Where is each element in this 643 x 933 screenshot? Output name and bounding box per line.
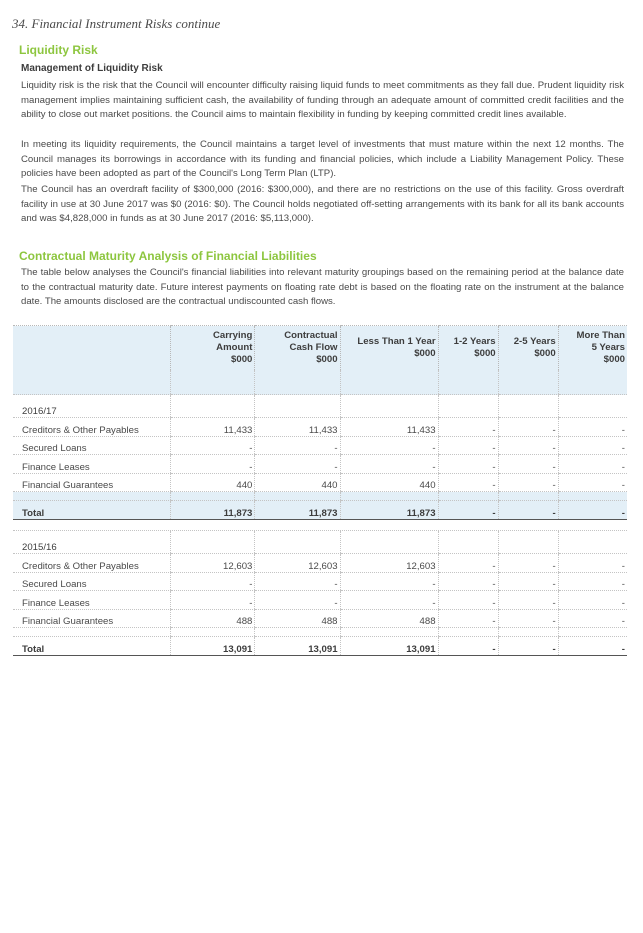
section-title: 34. Financial Instrument Risks continue [12, 16, 221, 31]
liquidity-paragraph-2: In meeting its liquidity requirements, the Council maintains a target level of investments that must mature within the next 12 months. The Council manages its borrowings in accordance with its funding and financial policies, which include a Liability Management Policy. These policies have been adopted as part of the Council's Long Term Plan (LTP). [21, 139, 624, 180]
year-label: 2016/17 [13, 395, 170, 418]
maturity-table [13, 325, 627, 656]
table-row: Creditors & Other Payables 11,433 11,433 11,433 - - - [13, 418, 627, 437]
table-row: Financial Guarantees 440 440 440 - - - [13, 473, 627, 492]
year-label: 2015/16 [13, 531, 170, 554]
table-row: Finance Leases - - - - - - [13, 455, 627, 474]
liquidity-paragraph-3: The Council has an overdraft facility of $300,000 (2016: $300,000), and there are no restrictions on the use of this facility. Gross overdraft facility in use at 30 June 2017 was $0 (2016: $0). The Council holds negotiated off-setting arrangements with its bank for all its bank accounts and was $4,828,000 in funds as at 30 June 2017 (2016: $5,113,000). [21, 184, 624, 225]
maturity-analysis-heading: Contractual Maturity Analysis of Financial Liabilities [19, 249, 317, 263]
header-carrying-amount: Carrying Amount $000 [170, 326, 255, 371]
table-gap-row [13, 520, 627, 531]
year-row-2017 [13, 395, 627, 418]
total-row-2017: Total 11,873 11,873 11,873 - - - [13, 501, 627, 520]
table-spacer-row [13, 370, 627, 395]
header-contractual-cash-flow: Contractual Cash Flow $000 [255, 326, 340, 371]
table-spacer-row [13, 628, 627, 637]
header-2-5-years: 2-5 Years $000 [498, 326, 558, 371]
header-1-2-years: 1-2 Years $000 [438, 326, 498, 371]
maturity-paragraph: The table below analyses the Council's financial liabilities into relevant maturity groupings based on the remaining period at the balance date to the contractual maturity date. Future interest payments on floating rate debt is based on the floating rate on the instrument at the balance date. The amounts disclosed are the contractual undiscounted cash flows. [21, 267, 624, 308]
management-liquidity-subheading: Management of Liquidity Risk [21, 63, 163, 74]
header-less-than-1-year: Less Than 1 Year $000 [340, 326, 438, 371]
liquidity-risk-heading: Liquidity Risk [19, 43, 98, 57]
year-row-2016 [13, 531, 627, 554]
table-row: Secured Loans - - - - - - [13, 436, 627, 455]
table-spacer-row [13, 492, 627, 501]
table-row: Creditors & Other Payables 12,603 12,603 12,603 - - - [13, 554, 627, 573]
table-row: Secured Loans - - - - - - [13, 572, 627, 591]
table-row: Finance Leases - - - - - - [13, 591, 627, 610]
table-header-row [13, 326, 627, 371]
total-row-2016: Total 13,091 13,091 13,091 - - - [13, 637, 627, 656]
liquidity-paragraph-1: Liquidity risk is the risk that the Council will encounter difficulty raising liquid funds to meet commitments as they fall due. Prudent liquidity risk management implies maintaining sufficient cash, the availability of funding through an adequate amount of committed credit facilities and the ability to close out market positions. the Council aims to maintain flexibility in funding by keeping committed credit lines available. [21, 80, 624, 121]
header-label-cell [13, 326, 170, 371]
header-more-than-5-years: More Than 5 Years $000 [558, 326, 627, 371]
table-row: Financial Guarantees 488 488 488 - - - [13, 609, 627, 628]
